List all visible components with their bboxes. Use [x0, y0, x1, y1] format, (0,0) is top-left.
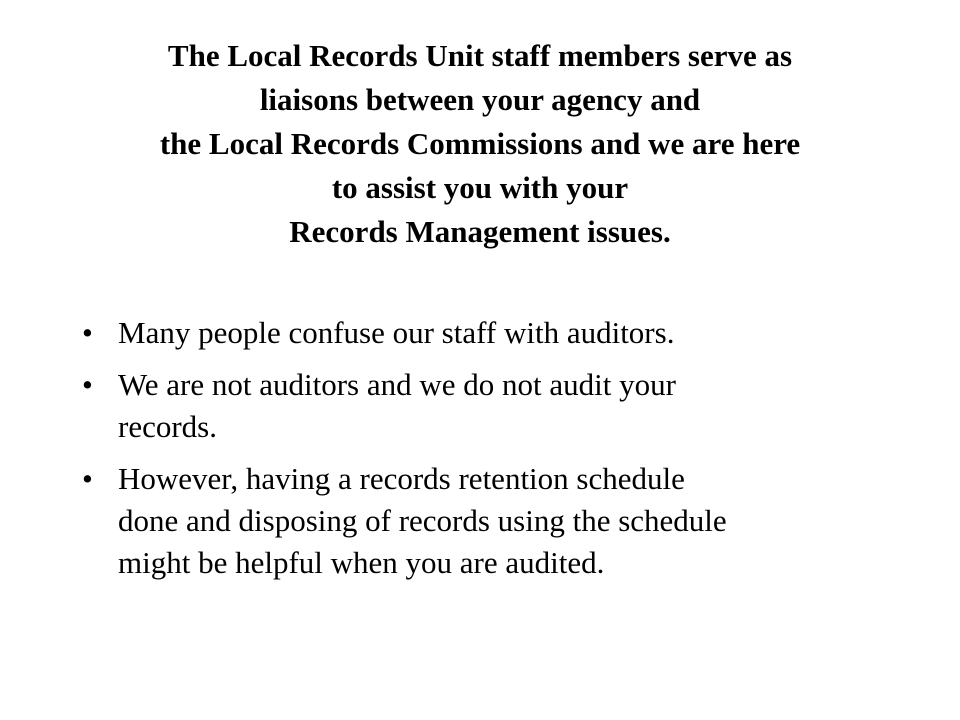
title-line: the Local Records Commissions and we are here — [159, 126, 801, 161]
bullet-text-line: Many people confuse our staff with auditors. — [118, 315, 675, 350]
bullet-list — [78, 312, 888, 594]
bullet-text-line: We are not auditors and we do not audit your — [118, 367, 676, 402]
bullet-marker: • — [82, 367, 93, 402]
bullet-text-line: However, having a records retention schedule — [118, 461, 685, 496]
bullet-item — [78, 364, 888, 448]
bullet-text-line: records. — [118, 409, 217, 444]
title-line: Records Management issues. — [289, 214, 671, 249]
title-line: liaisons between your agency and — [259, 82, 701, 117]
bullet-marker: • — [82, 315, 93, 350]
bullet-item — [78, 458, 888, 584]
bullet-item — [78, 312, 888, 354]
bullet-text-line: done and disposing of records using the schedule — [118, 503, 727, 538]
bullet-marker: • — [82, 461, 93, 496]
slide-title — [60, 34, 900, 254]
title-line: to assist you with your — [331, 170, 629, 205]
bullet-text-line: might be helpful when you are audited. — [118, 545, 605, 580]
title-line: The Local Records Unit staff members serve as — [167, 38, 793, 73]
